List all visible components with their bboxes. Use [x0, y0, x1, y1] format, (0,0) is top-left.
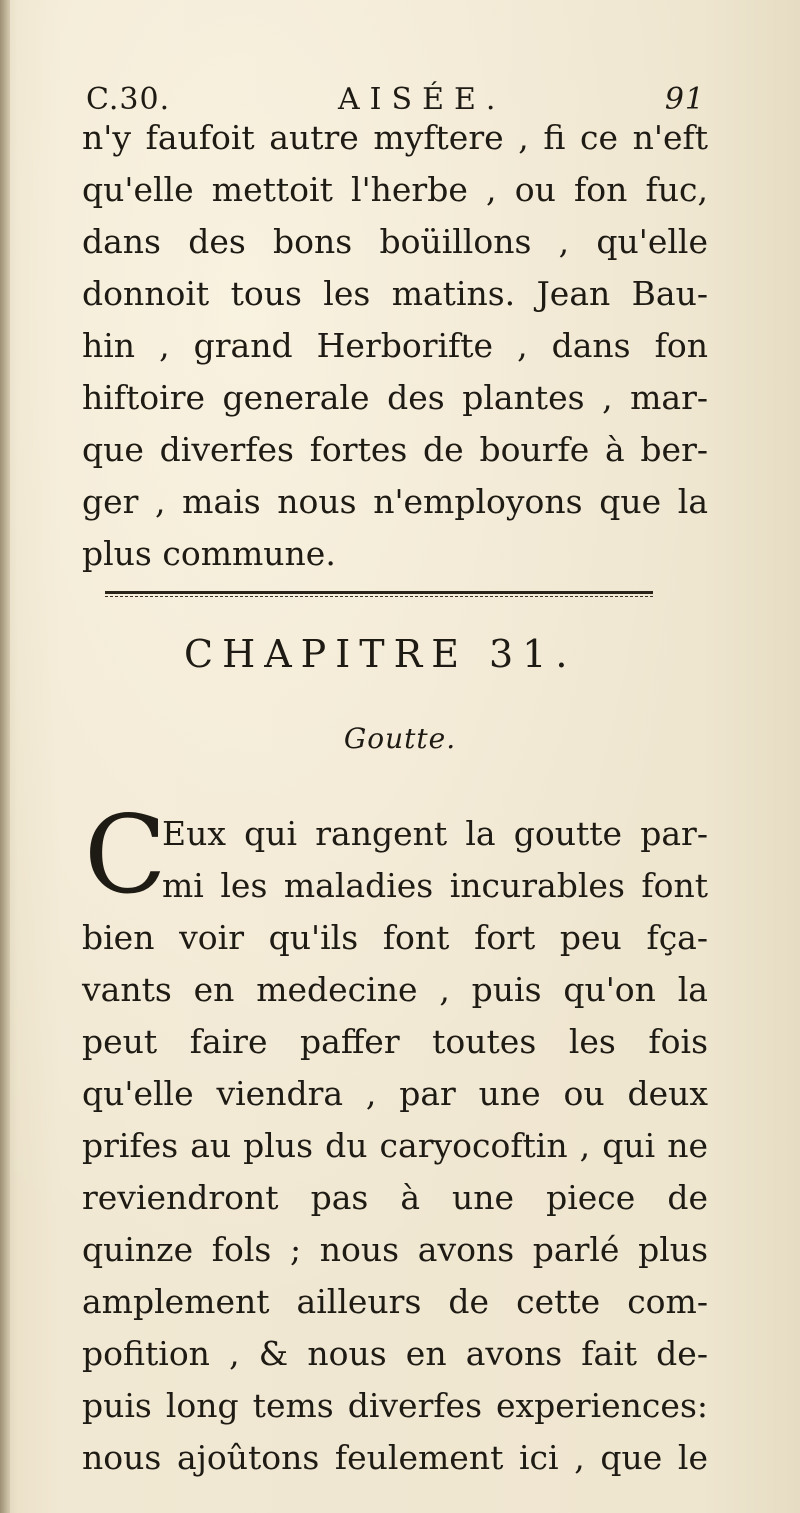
text-line: ger , mais nous n'employons que la — [82, 482, 708, 521]
text-line: Eux qui rangent la goutte par- — [162, 814, 708, 853]
chapter-heading: CHAPITRE 31. — [184, 632, 577, 676]
paragraph-continuation — [82, 112, 708, 580]
text-line: peut faire paffer toutes les fois — [82, 1022, 708, 1061]
text-line: vants en medecine , puis qu'on la — [82, 970, 708, 1009]
running-title: AISÉE. — [338, 82, 506, 117]
text-line: que diverfes fortes de bourfe à ber- — [82, 430, 708, 469]
text-line: dans des bons boüillons , qu'elle — [82, 222, 708, 261]
drop-cap: C — [84, 793, 167, 918]
text-line: plus commune. — [82, 534, 336, 573]
chapter-paragraph — [82, 793, 708, 1484]
signature-mark: C.30. — [86, 82, 171, 117]
text-line: quinze fols ; nous avons parlé plus — [82, 1230, 708, 1269]
text-line: n'y faufoit autre myftere , fi ce n'eft — [82, 118, 708, 157]
text-line: qu'elle mettoit l'herbe , ou fon fuc, — [82, 170, 708, 209]
text-line: bien voir qu'ils font fort peu fça- — [82, 918, 708, 957]
text-line: qu'elle viendra , par une ou deux — [82, 1074, 708, 1113]
text-line: hin , grand Herborifte , dans fon — [82, 326, 708, 365]
text-line: reviendront pas à une piece de — [82, 1178, 708, 1217]
text-line: amplement ailleurs de cette com- — [82, 1282, 708, 1321]
page-gutter — [0, 0, 10, 1513]
text-line: nous ajoûtons feulement ici , que le — [82, 1438, 708, 1477]
text-line: pofition , & nous en avons fait de- — [82, 1334, 708, 1373]
text-line: mi les maladies incurables font — [162, 866, 708, 905]
page-number: 91 — [664, 82, 705, 117]
section-divider — [105, 591, 653, 594]
text-line: donnoit tous les matins. Jean Bau- — [82, 274, 708, 313]
text-line: hiftoire generale des plantes , mar- — [82, 378, 708, 417]
text-line: puis long tems diverfes experiences: — [82, 1386, 708, 1425]
chapter-subtitle: Goutte. — [343, 722, 457, 755]
text-line: prifes au plus du caryocoftin , qui ne — [82, 1126, 708, 1165]
